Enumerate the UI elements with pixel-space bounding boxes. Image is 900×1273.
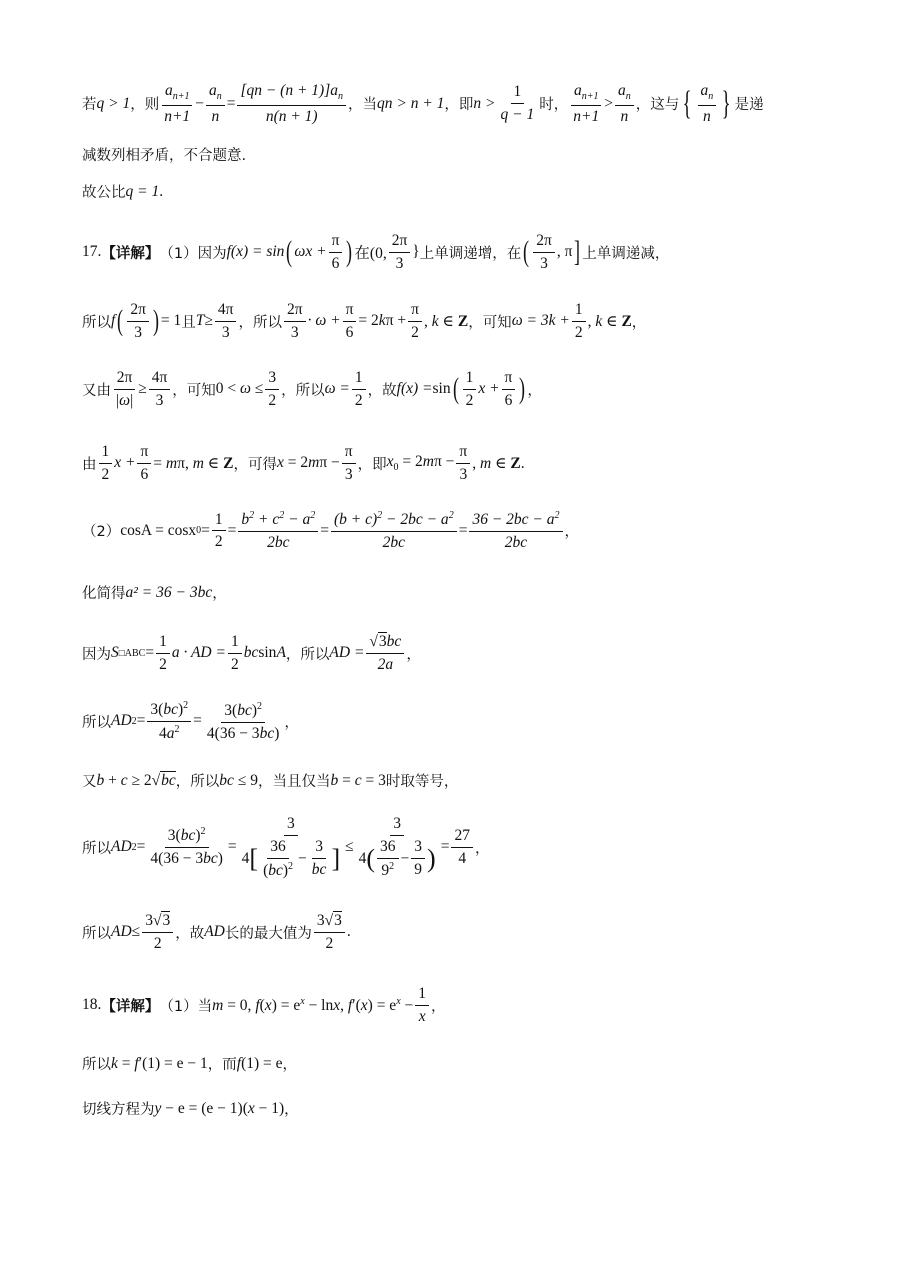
expr-qn-gt: qn > n + 1	[377, 94, 445, 112]
frac-an1: $\frac{a_{n+1}}{n+1}$	[161, 82, 193, 125]
frac-an1-b: $\frac{a_{n+1}}{n+1}$	[570, 82, 602, 125]
line-ratio	[82, 181, 840, 202]
frac-1-q-1: $\frac{1}{q - 1}$	[500, 83, 535, 124]
text-suoyi: 所以	[82, 314, 111, 331]
label-xiangjie-2: 【详解】	[101, 998, 160, 1015]
frac-diff: $\frac{[qn - (n + 1)]a_n}{n(n + 1)}$	[237, 82, 346, 125]
expr-q-eq-1: q = 1	[125, 182, 160, 200]
text-part1-18: （1）当	[159, 998, 213, 1015]
text-suoyi-8: 所以	[82, 925, 111, 942]
text-you-2: 又	[82, 774, 97, 790]
problem-number-18: 18.	[82, 996, 102, 1014]
text-contradiction: 减数列相矛盾，不合题意.	[82, 148, 247, 164]
frac-an-b: $\frac{a_n}{n}$	[615, 82, 634, 125]
text-qie: 且	[181, 314, 196, 331]
text-youyou: 又由	[82, 382, 111, 399]
text-gongbi: 故公比	[82, 185, 126, 201]
line-17-period: 所以 f ( $\frac{2\pi}{3}$ ) = 1 且 T ≥ $\frac{4\pi}{3}$ ， 所以 $\frac{2\pi}{3}$ · ω + $\frac{\pi}{6}$ = 2kπ + $\frac{\pi}{2}$ , k ∈ Z ， 可知 ω = 3k + $\frac{1}{2}$ , k ∈ Z ，	[82, 301, 647, 341]
line-17-omega: 又由 $\frac{2\pi}{|\omega|}$ ≥ $\frac{4\pi}{3}$ ， 可知 0 < ω ≤ $\frac{3}{2}$ ， 所以 ω = $\frac{1}{2}$ ， 故 f(x) = sin ( $\frac{1}{2}$ x + $\frac{\pi}{6}$ ) ，	[82, 369, 542, 409]
text-part1: （1）因为	[159, 245, 227, 262]
text-suoyi-2: 所以	[252, 314, 282, 331]
text-max-value: 长的最大值为	[224, 925, 312, 942]
line-17-ad2-bound: 所以 AD 2 = $\frac{3(bc)^2}{4(36 - 3bc)}$ = 3 4 [ $\frac{36}{(bc)^2}$ − $\frac{3}{bc}$ ] ≤ 3 4 ( $\frac{36}{9^2}$ − $\frac{3}{9}$ ) = $\frac{27}{4}$ ，	[82, 815, 490, 879]
line-18-intro: 18. 【详解】 （1）当 m = 0, $f(x) = e^x - \ln x$, $f'(x) = e^x$ − $\frac{1}{x}$ ，	[82, 985, 446, 1025]
line-17-area: 因为 S □ABC = $\frac{1}{2}$ a · AD = $\frac{1}{2}$ bc sinA ， 所以 AD = $\frac{√3bc}{2a}$ ，	[82, 633, 421, 673]
text-qudenghao: 时取等号，	[385, 774, 459, 790]
text-yinwei: 因为	[82, 646, 111, 663]
line-17-cosA: （2） cosA = cosx 0 = $\frac{1}{2}$ = $\frac{b^2 + c^2 - a^2}{2bc}$ = $\frac{(b + c)^2 - 2bc - a^2}{2bc}$ = $\frac{36 - 2bc - a^2}{2bc}$ ，	[82, 510, 579, 551]
line-contradiction	[82, 144, 840, 165]
text-suoyi-6: 所以	[190, 774, 220, 790]
text-huajiande: 化简得	[82, 586, 126, 602]
text-part2: （2）	[82, 524, 121, 541]
line-18-slope: 所以 k = f′(1) = e − 1 ， 而 f(1) = e ，	[82, 1054, 298, 1073]
text-gu-2: 故	[189, 925, 205, 942]
text-tangent: 切线方程为	[82, 1102, 155, 1118]
text-ze: 则	[144, 97, 160, 114]
text-dang: 当	[362, 97, 377, 114]
line-18-tangent: 切线方程为 y − e = (e − 1)(x − 1) ，	[82, 1099, 299, 1118]
expr-q-gt-1: q > 1	[96, 94, 131, 112]
problem-number-17: 17.	[82, 243, 102, 261]
text-suoyi-5: 所以	[82, 714, 111, 731]
expr-fx-sin: f(x) = sin	[226, 243, 285, 261]
line-17-simplify: 化简得 a² = 36 − 3bc ，	[82, 583, 227, 602]
text-suoyi-3: 所以	[295, 382, 325, 399]
text-shi: 时	[539, 97, 554, 114]
text-ji: 即	[458, 97, 474, 114]
line-17-intro: 17. 【详解】 （1）因为 f(x) = sin ( ωx + $\frac{\pi}{6}$ ) 在(0, $\frac{2\pi}{3}$ } 上单调递增，在 ( $\frac{2\pi}{3}$ , π ] 上单调递减，	[82, 232, 670, 272]
text-suoyi-9: 所以	[82, 1057, 111, 1073]
text-you: 由	[82, 456, 97, 473]
expr-n-gt: n >	[473, 94, 496, 112]
text-kezhi-2: 可知	[186, 382, 216, 399]
text-period: .	[159, 182, 164, 200]
frac-seq: $\frac{a_n}{n}$	[698, 82, 717, 125]
line-17-ineq: 又 b + c ≥ 2√bc ， 所以 bc ≤ 9 ， 当且仅当 b = c = 3 时取等号，	[82, 771, 459, 790]
expr-a2: a² = 36 − 3bc	[125, 583, 213, 601]
text-increasing: 上单调递增，在	[419, 245, 522, 262]
text-ji-2: 即	[372, 456, 387, 473]
text-suoyi-7: 所以	[82, 840, 111, 857]
text-gu: 故	[382, 382, 397, 399]
line-q-greater-1: 若 q > 1 ， 则 $\frac{a_{n+1}}{n+1}$ − $\frac{a_n}{n}$ = $\frac{[qn - (n + 1)]a_n}{n(n + 1)}$ ， 当 qn > n + 1 ， 即 n > $\frac{1}{q - 1}$ 时 ， $\frac{a_{n+1}}{n+1}$ > $\frac{a_n}{n}$ ， 这与 { $\frac{a_n}{n}$ } 是递	[82, 82, 764, 125]
text-dangqiejindang: 当且仅当	[272, 774, 331, 790]
text-er: 而	[222, 1057, 237, 1073]
line-17-x0: 由 $\frac{1}{2}$ x + $\frac{\pi}{6}$ = mπ, m ∈ Z ， 可得 x = 2mπ − $\frac{\pi}{3}$ ， 即 $x_0 = 2m\pi$ − $\frac{\pi}{3}$ , m ∈ Z.	[82, 443, 525, 483]
line-17-ad2: 所以 AD 2 = $\frac{3(bc)^2}{4a^2}$ = $\frac{3(bc)^2}{4(36 - 3bc)}$ ，	[82, 700, 299, 743]
frac-an: $\frac{a_n}{n}$	[206, 82, 225, 125]
line-17-max: 所以 AD ≤ $\frac{3√3}{2}$ ， 故 AD 长的最大值为 $\frac{3√3}{2}$ .	[82, 912, 351, 952]
text-kezhi: 可知	[482, 314, 512, 331]
label-xiangjie: 【详解】	[101, 245, 160, 262]
text-kede: 可得	[247, 456, 277, 473]
text-ruo: 若	[82, 97, 97, 114]
text-decreasing: 上单调递减，	[582, 245, 670, 262]
text-shidi: 是递	[734, 97, 764, 114]
expr-cosA: cosA = cosx	[120, 521, 197, 539]
text-zheyu: 这与	[650, 97, 680, 114]
text-suoyi-4: 所以	[300, 646, 330, 663]
